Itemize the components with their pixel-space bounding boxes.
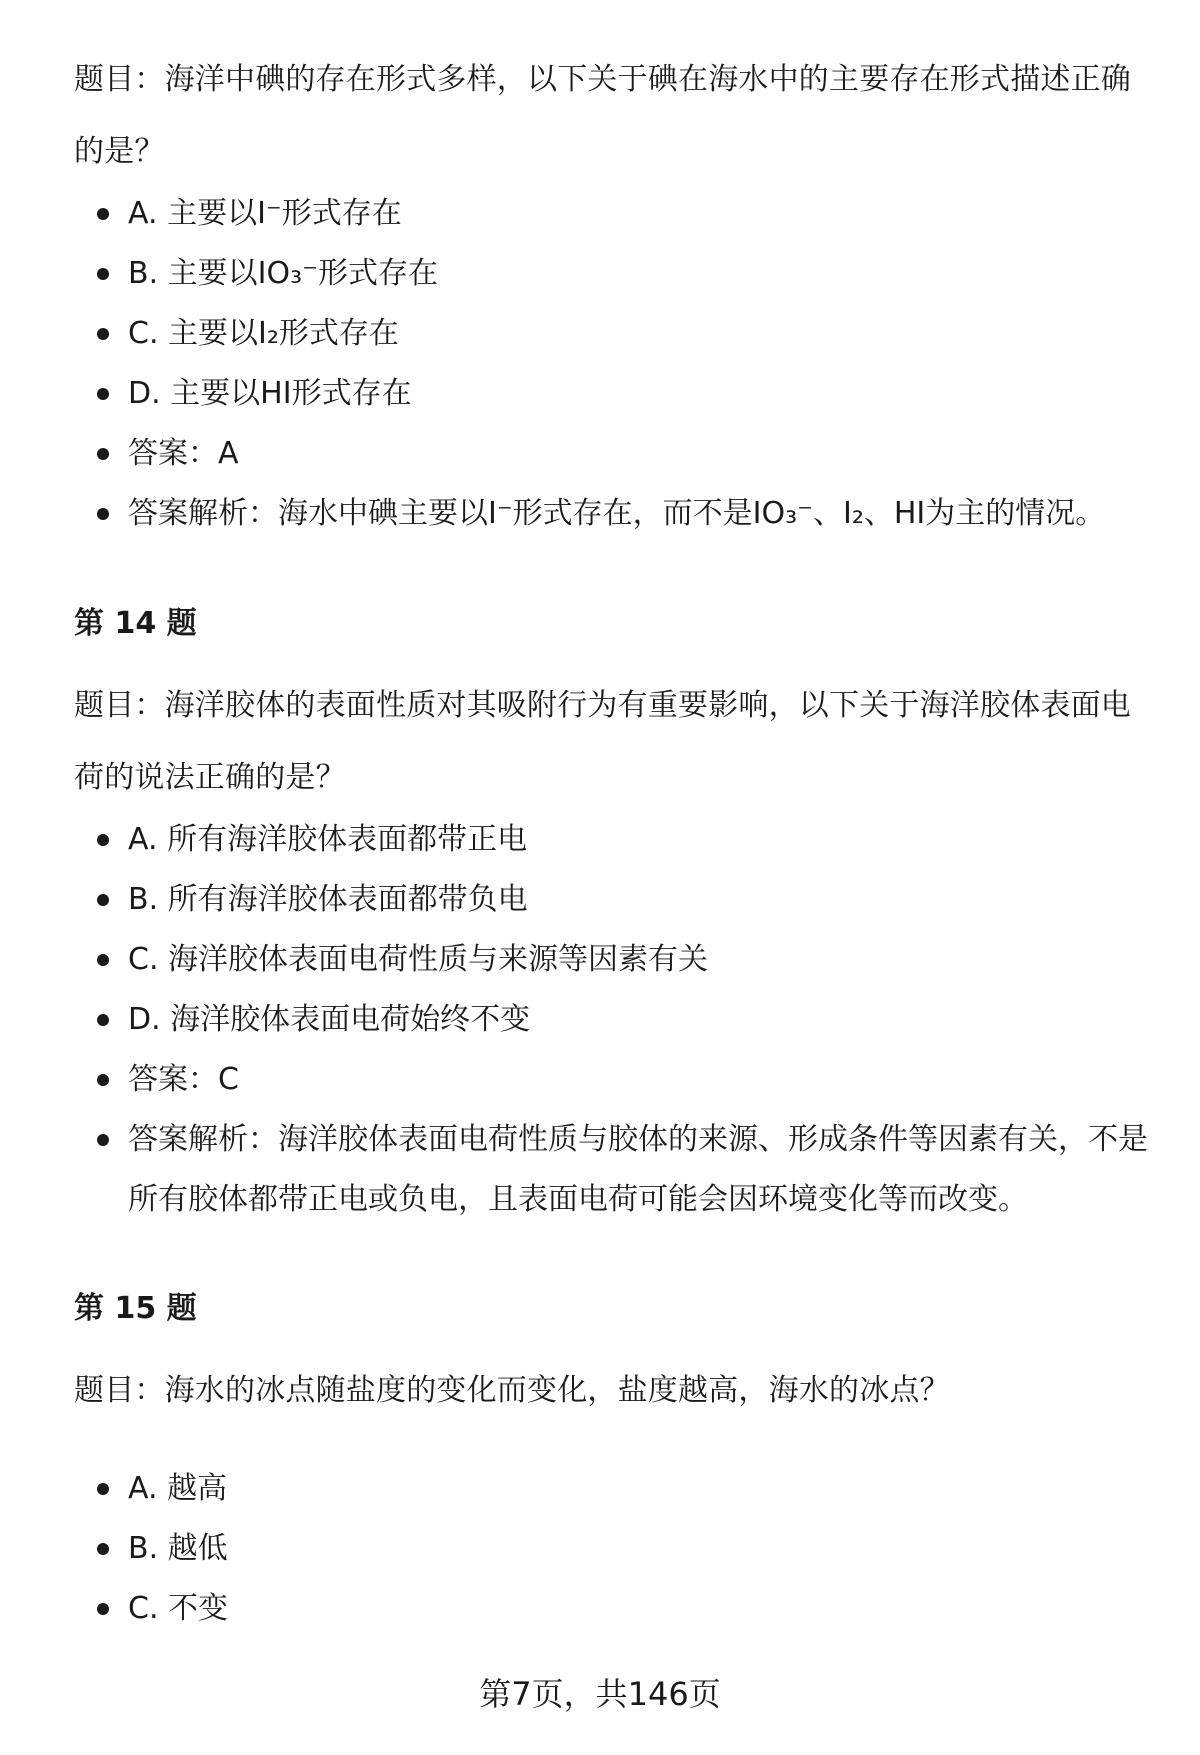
q14-answer: 答案：C: [0, 1050, 1160, 1110]
q13-options: [0, 184, 1160, 544]
bullet-icon: [97, 208, 109, 220]
q13-option-c: C. 主要以I₂形式存在: [0, 304, 1160, 364]
q14-options: [0, 810, 1160, 1230]
q14-option-d: D. 海洋胶体表面电荷始终不变: [0, 990, 1160, 1050]
q15-options: [0, 1459, 1160, 1639]
q13-option-d: D. 主要以HI形式存在: [0, 364, 1160, 424]
bullet-icon: [97, 954, 109, 966]
q15-option-a: A. 越高: [0, 1459, 1160, 1519]
q15-heading: 第 15 题: [74, 1291, 197, 1326]
bullet-icon: [97, 1543, 109, 1555]
q14-option-a: A. 所有海洋胶体表面都带正电: [0, 810, 1160, 870]
bullet-icon: [97, 1603, 109, 1615]
bullet-icon: [97, 894, 109, 906]
q14-option-b: B. 所有海洋胶体表面都带负电: [0, 870, 1160, 930]
bullet-icon: [97, 328, 109, 340]
bullet-icon: [97, 508, 109, 520]
q13-answer: 答案：A: [0, 424, 1160, 484]
q14-question: 题目：海洋胶体的表面性质对其吸附行为有重要影响，以下关于海洋胶体表面电荷的说法正确的是？: [74, 688, 1131, 795]
bullet-icon: [97, 1483, 109, 1495]
q13-question: 题目：海洋中碘的存在形式多样，以下关于碘在海水中的主要存在形式描述正确的是？: [74, 62, 1131, 169]
q13-explanation: 答案解析：海水中碘主要以I⁻形式存在，而不是IO₃⁻、I₂、HI为主的情况。: [0, 484, 1160, 544]
bullet-icon: [97, 388, 109, 400]
q14-heading: 第 14 题: [74, 606, 197, 641]
bullet-icon: [97, 834, 109, 846]
q14-option-c: C. 海洋胶体表面电荷性质与来源等因素有关: [0, 930, 1160, 990]
bullet-icon: [97, 1134, 109, 1146]
bullet-icon: [97, 1014, 109, 1026]
page-footer: 第7页，共146页: [479, 1675, 721, 1713]
q15-option-b: B. 越低: [0, 1519, 1160, 1579]
bullet-icon: [97, 1074, 109, 1086]
q14-explanation: 答案解析：海洋胶体表面电荷性质与胶体的来源、形成条件等因素有关，不是所有胶体都带正电或负电，且表面电荷可能会因环境变化等而改变。: [0, 1110, 1160, 1230]
bullet-icon: [97, 448, 109, 460]
q15-question: 题目：海水的冰点随盐度的变化而变化，盐度越高，海水的冰点？: [74, 1373, 950, 1408]
q13-option-b: B. 主要以IO₃⁻形式存在: [0, 244, 1160, 304]
q15-option-c: C. 不变: [0, 1579, 1160, 1639]
q13-option-a: A. 主要以I⁻形式存在: [0, 184, 1160, 244]
bullet-icon: [97, 268, 109, 280]
